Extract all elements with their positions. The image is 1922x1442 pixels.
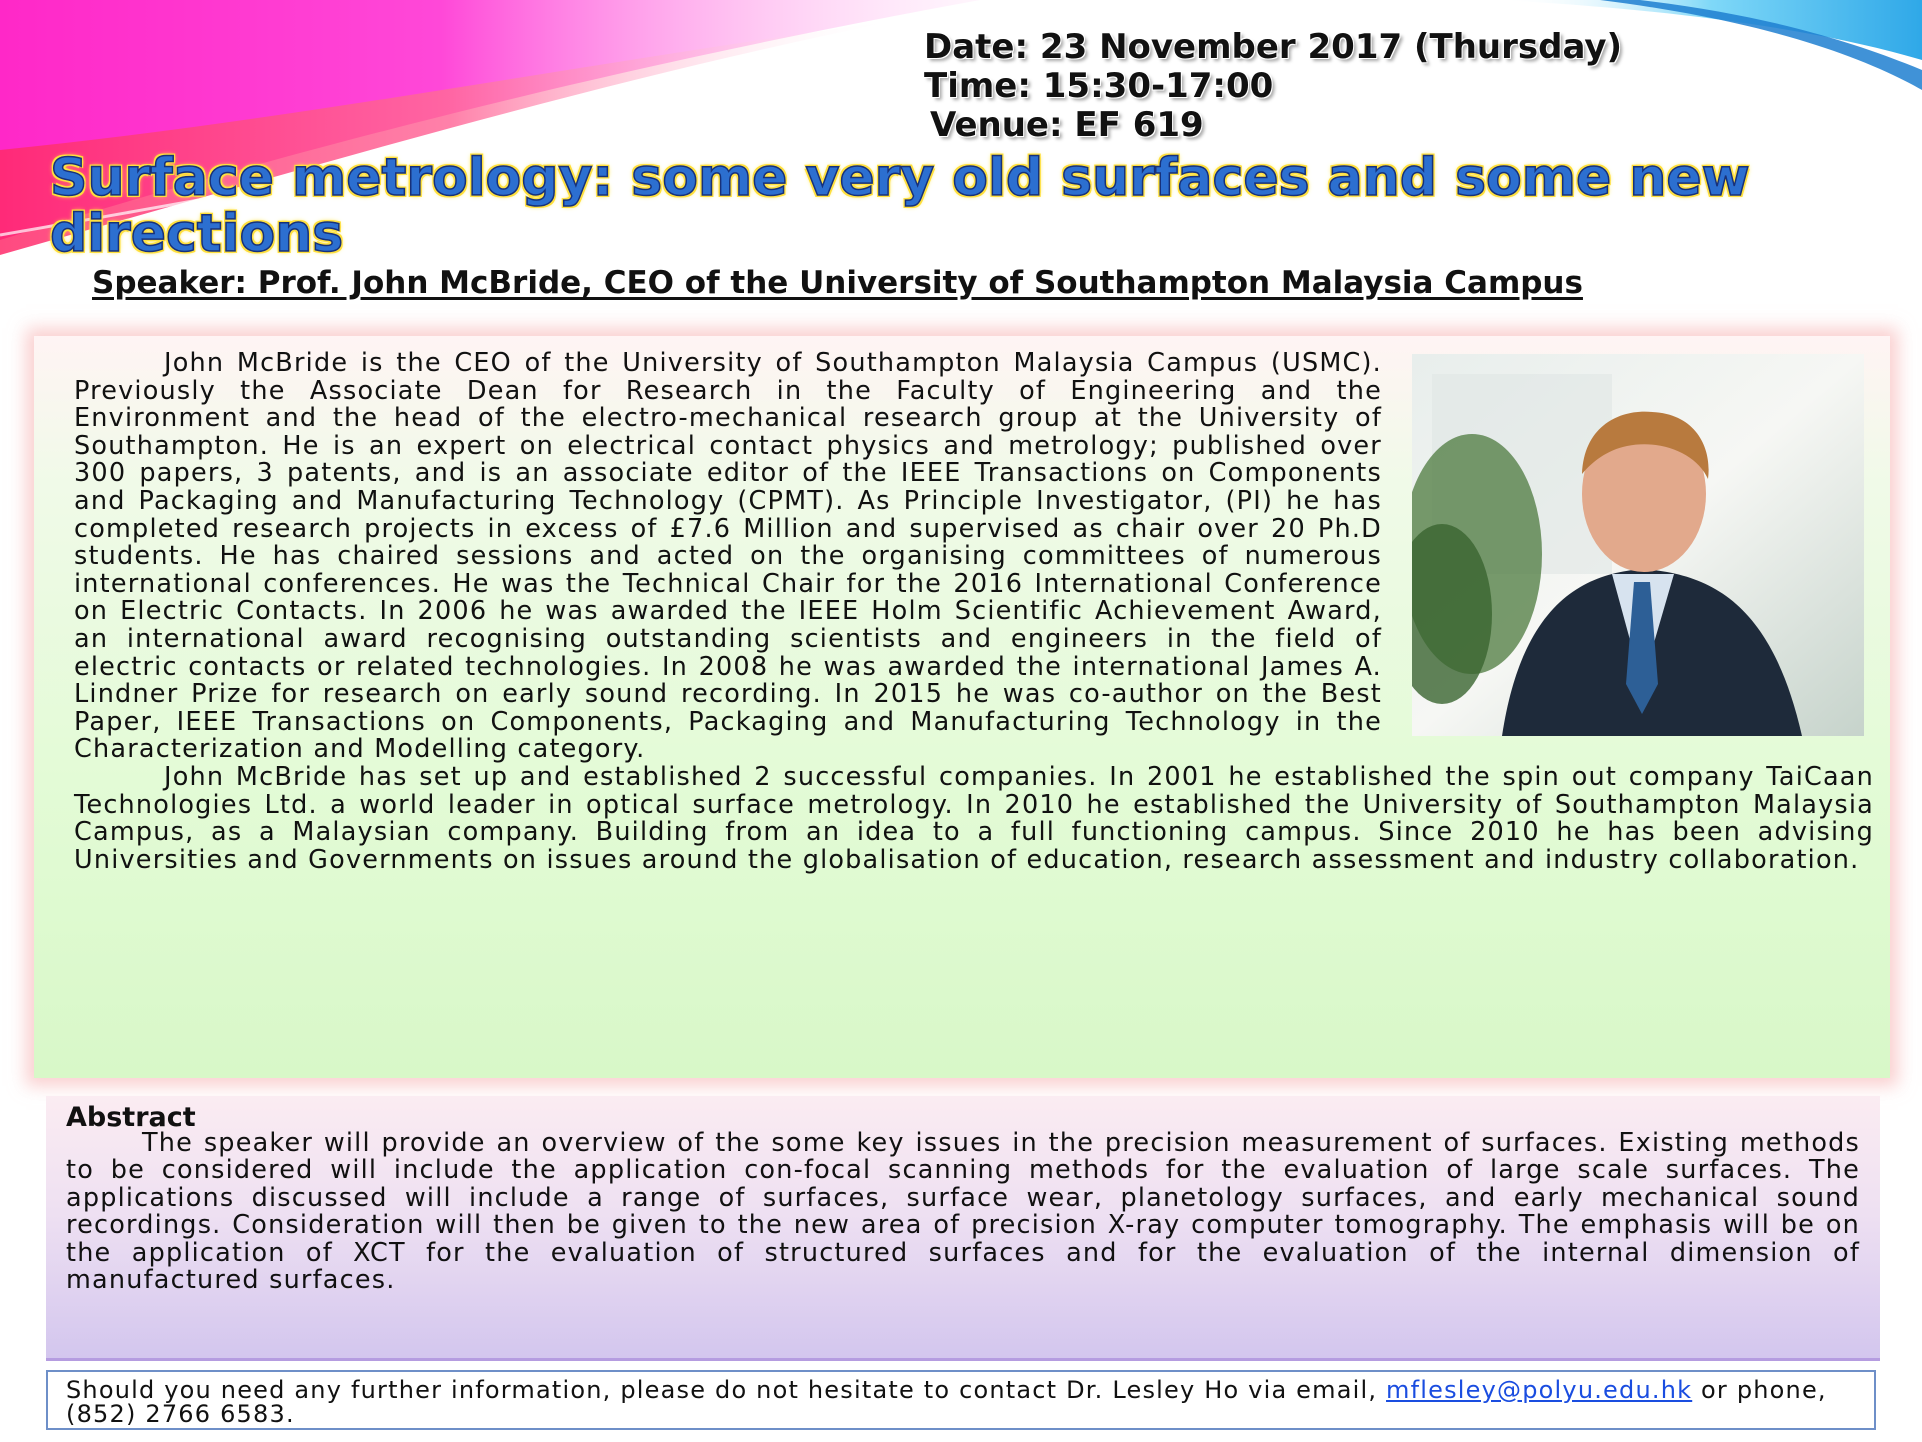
contact-email-link[interactable]: mflesley@polyu.edu.hk (1386, 1376, 1693, 1404)
contact-text-after: or phone, (852) 2766 6583. (66, 1376, 1827, 1428)
speaker-line: Speaker: Prof. John McBride, CEO of the University of Southampton Malaysia Campus (92, 265, 1583, 301)
speaker-photo (1412, 354, 1864, 736)
abstract-heading: Abstract (66, 1102, 196, 1133)
event-venue: Venue: EF 619 (930, 105, 1204, 145)
event-info (924, 28, 1622, 145)
contact-text-before: Should you need any further information, please do not hesitate to contact Dr. Lesley Ho via email, (66, 1376, 1387, 1404)
abstract-text: The speaker will provide an overview of the some key issues in the precision measurement of surfaces. Existing methods to be considered will include the application con-focal scanning methods for the evaluation of large scale surfaces. The applications discussed will include a range of surfaces, surface wear, planetology surfaces, and early mechanical sound recordings. Consideration will then be given to the new area of precision X-ray computer tomography. The emphasis will be on the application of XCT for the evaluation of structured surfaces and for the evaluation of the internal dimension of manufactured surfaces. (66, 1128, 1860, 1296)
speaker-bio (74, 350, 1874, 874)
event-date: Date: 23 November 2017 (Thursday) (924, 27, 1623, 67)
contact-info (46, 1370, 1876, 1430)
bio-paragraph-1: John McBride is the CEO of the University of Southampton Malaysia Campus (USMC). Previously the Associate Dean for Research in the Faculty of Engineering and the Environment and the head of the electro-mechanical research group at the University of Southampton. He is an expert on electrical contact physics and metrology; published over 300 papers, 3 patents, and is an associate editor of the IEEE Transactions on Components and Packaging and Manufacturing Technology (CPMT). As Principle Investigator, (PI) he has completed research projects in excess of £7.6 Million and supervised as chair over 20 Ph.D students. He has chaired sessions and acted on the organising committees of numerous international conferences. He was the Technical Chair for the 2016 International Conference on Electric Contacts. In 2006 he was awarded the IEEE Holm Scientific Achievement Award, an international award recognising outstanding scientists and engineers in the field of electric contacts or related technologies. In 2008 he was awarded the international James A. Lindner Prize for research on early sound recording. In 2015 he was co-author on the Best Paper, IEEE Transactions on Components, Packaging and Manufacturing Technology in the Characterization and Modelling category. (74, 348, 1382, 765)
event-time: Time: 15:30-17:00 (924, 66, 1274, 106)
speaker-portrait-image (1412, 354, 1864, 736)
bio-paragraph-2: John McBride has set up and established 2 successful companies. In 2001 he established the spin out company TaiCaan Technologies Ltd. a world leader in optical surface metrology. In 2010 he established the University of Southampton Malaysia Campus, as a Malaysian company. Building from an idea to a full functioning campus. Since 2010 he has been advising Universities and Governments on issues around the globalisation of education, research assessment and industry collaboration. (74, 761, 1874, 875)
speaker-bio-panel (34, 336, 1890, 1078)
abstract-panel (46, 1096, 1880, 1361)
talk-title: Surface metrology: some very old surfaces and some new directions (50, 148, 1750, 264)
